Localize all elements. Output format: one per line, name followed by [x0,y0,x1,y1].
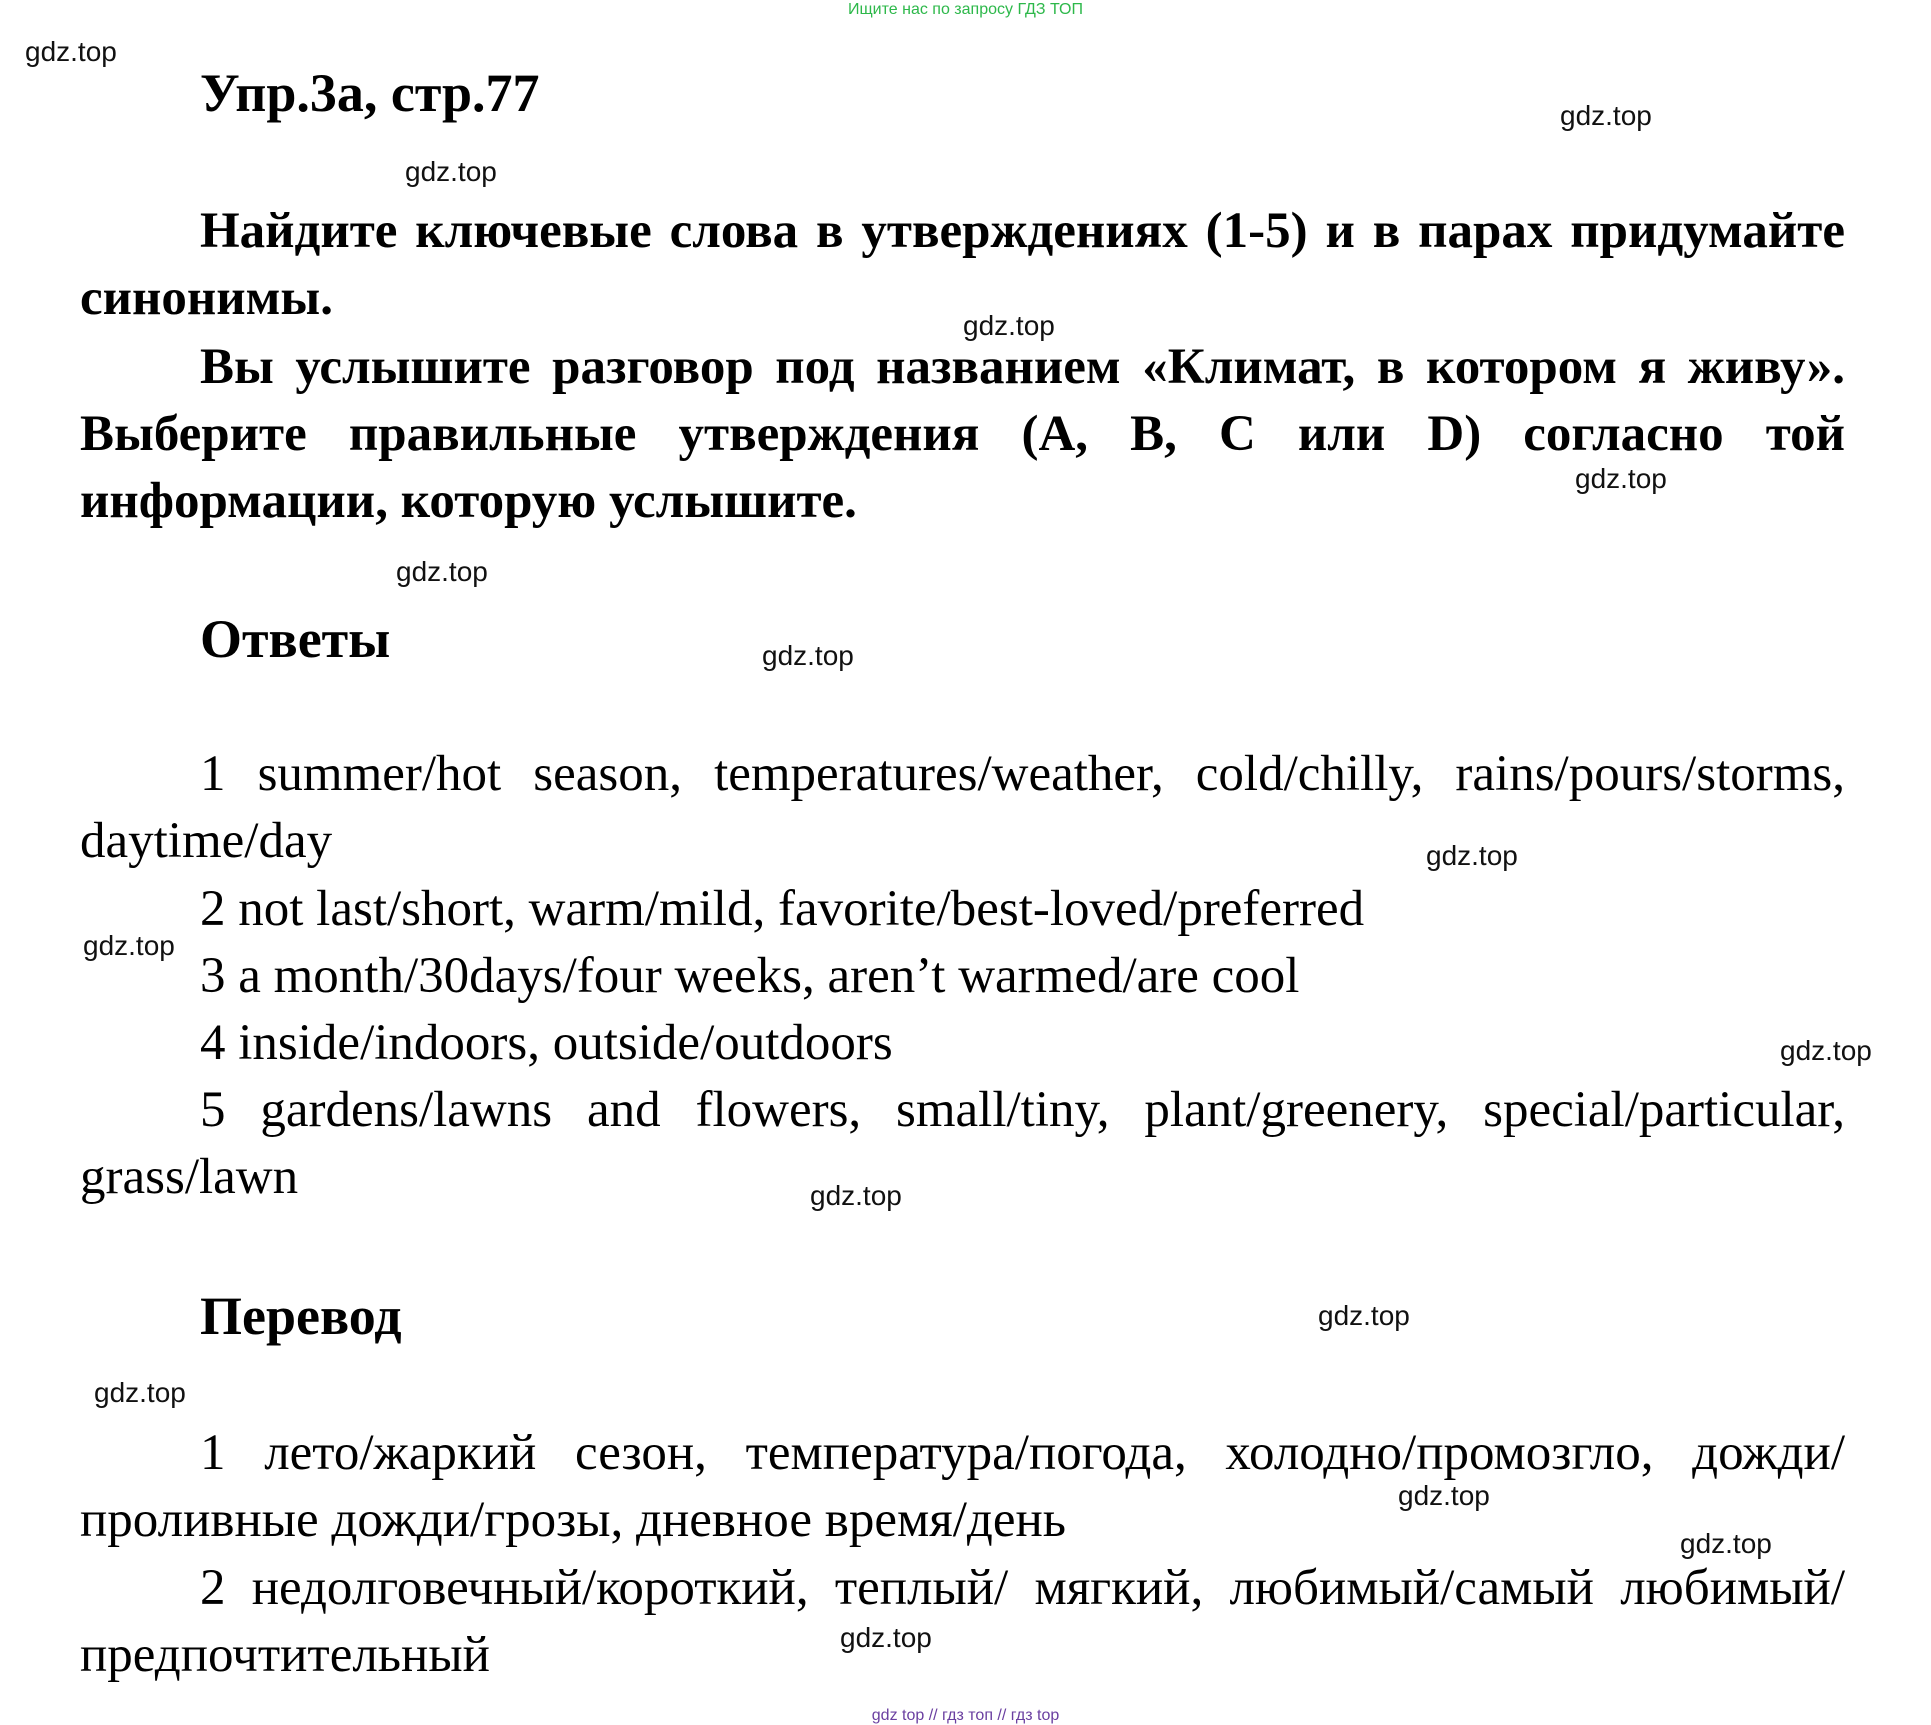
watermark-text: gdz.top [762,640,854,671]
watermark-text: gdz.top [1560,100,1652,131]
watermark-text: gdz.top [1318,1300,1410,1331]
watermark-text: gdz.top [840,1622,932,1653]
answer-line-2: 2 not last/short, warm/mild, favorite/best-loved/preferred [200,881,1365,937]
watermark-text: gdz.top [963,310,1055,341]
watermark-text: gdz.top [83,930,175,961]
task-paragraph-1: Найдите ключевые слова в утверждениях (1-5) и в парах придумайте синонимы. [80,203,1845,326]
top-banner: Ищите нас по запросу ГДЗ ТОП [848,1,1083,18]
watermark-text: gdz.top [396,556,488,587]
exercise-title: Упр.3а, стр.77 [200,63,540,123]
watermark-text: gdz.top [25,36,117,67]
watermark-text: gdz.top [1426,840,1518,871]
answer-line-3: 3 a month/30days/four weeks, aren’t warmed/are cool [200,948,1300,1004]
answers-heading: Ответы [200,609,391,669]
answer-line-1: 1 summer/hot season, temperatures/weather, cold/chilly, rains/pours/storms, daytime/day [80,746,1845,869]
translation-line-2: 2 недолговечный/короткий, теплый/ мягкий, любимый/самый любимый/предпочтительный [80,1560,1845,1683]
watermark-text: gdz.top [405,156,497,187]
translation-line-1: 1 лето/жаркий сезон, температура/погода, холодно/промозгло, дожди/проливные дожди/грозы, дневное время/день [80,1425,1845,1548]
answer-line-5: 5 gardens/lawns and flowers, small/tiny, plant/greenery, special/particular, grass/lawn [80,1082,1845,1205]
watermark-text: gdz.top [1575,463,1667,494]
watermark-text: gdz.top [1780,1035,1872,1066]
watermark-text: gdz.top [94,1377,186,1408]
translation-heading: Перевод [200,1286,402,1346]
watermark-text: gdz.top [810,1180,902,1211]
task-paragraph-2: Вы услышите разговор под названием «Климат, в котором я живу». Выберите правильные утверждения (A, B, C или D) согласно той информации, которую услышите. [80,339,1845,529]
watermark-text: gdz.top [1680,1528,1772,1559]
answer-line-4: 4 inside/indoors, outside/outdoors [200,1015,893,1071]
bottom-banner: gdz top // гдз топ // гдз top [871,1707,1060,1724]
watermark-text: gdz.top [1398,1480,1490,1511]
